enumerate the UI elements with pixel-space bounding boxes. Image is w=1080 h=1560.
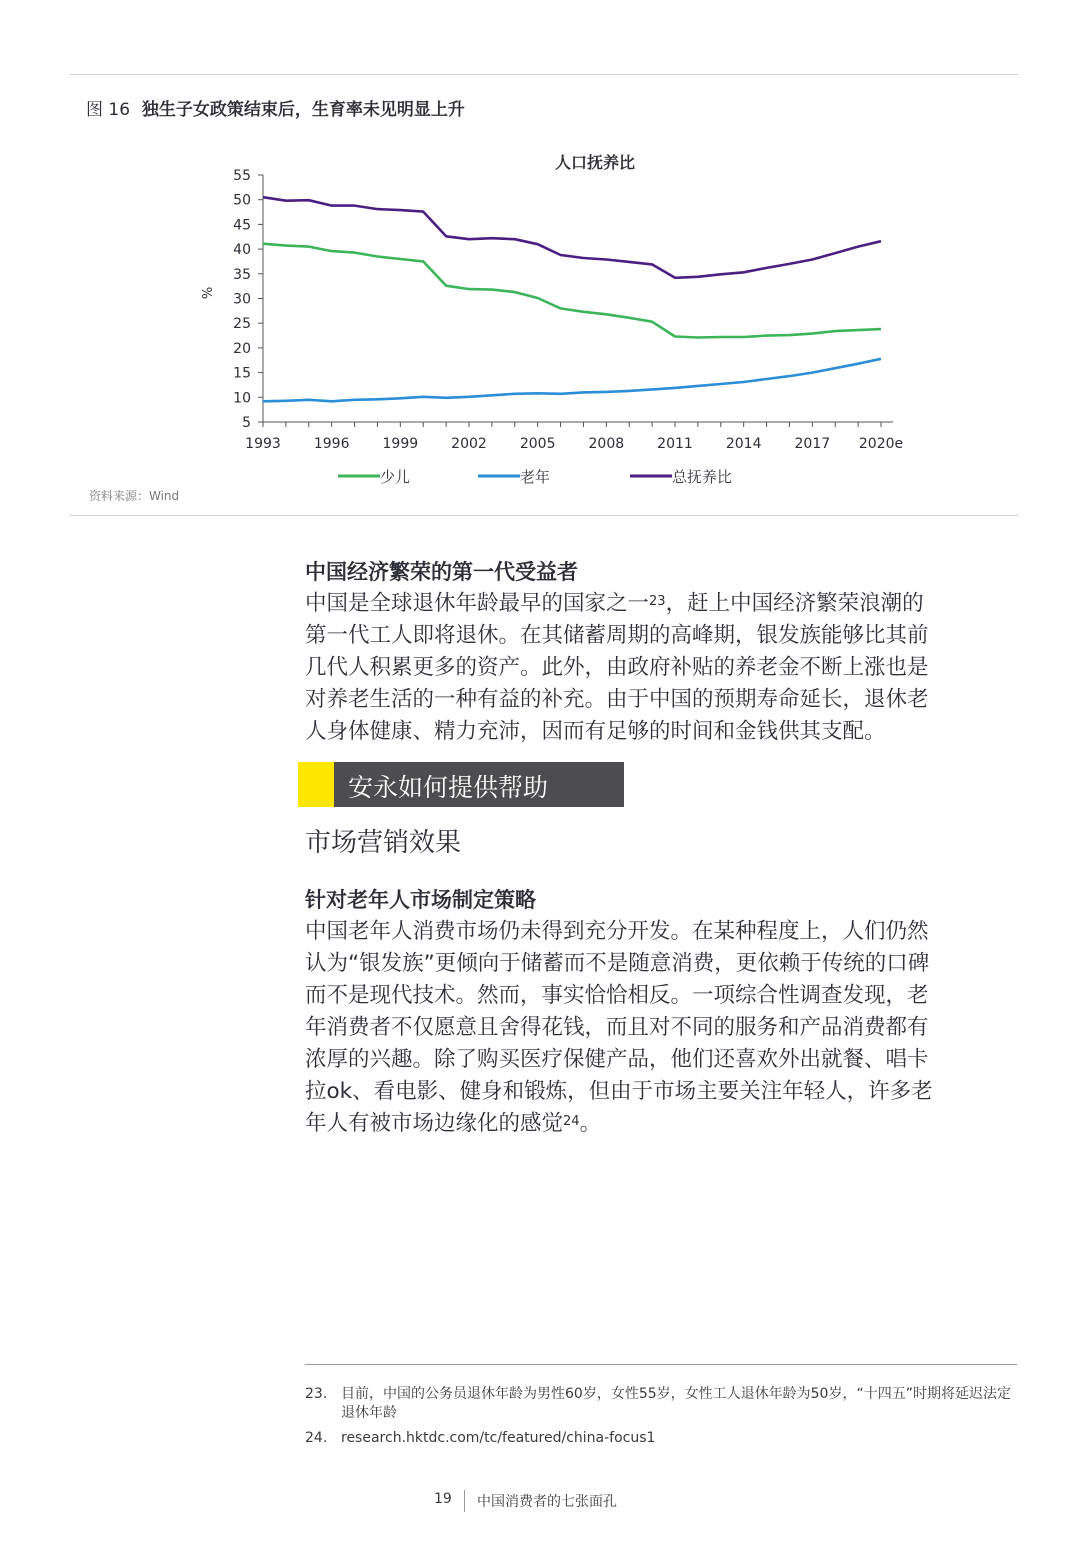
paragraph-line bbox=[305, 1108, 1005, 1140]
y-tick-label: 55 bbox=[233, 168, 251, 184]
y-tick-label: 25 bbox=[233, 316, 251, 333]
x-tick-label: 2008 bbox=[588, 436, 625, 452]
y-tick-label: 15 bbox=[233, 365, 251, 382]
y-tick-label: 30 bbox=[233, 291, 251, 308]
legend-label-2: 总抚养比 bbox=[672, 468, 733, 486]
document-title: 中国消费者的七张面孔 bbox=[477, 1494, 617, 1510]
paragraph-line: 几代人积累更多的资产。此外，由政府补贴的养老金不断上涨也是 bbox=[305, 655, 929, 680]
footnote-link[interactable]: research.hktdc.com/tc/featured/china-focus1 bbox=[341, 1430, 656, 1446]
footnote-number: 23. bbox=[305, 1386, 328, 1402]
section-beneficiaries bbox=[305, 556, 1005, 748]
y-tick-label: 35 bbox=[233, 266, 251, 283]
footnote-23 bbox=[305, 1385, 1020, 1423]
legend-label-1: 老年 bbox=[520, 468, 551, 486]
page-footer bbox=[0, 1490, 1080, 1514]
paragraph-line: 中国老年人消费市场仍未得到充分开发。在某种程度上，人们仍然 bbox=[305, 919, 929, 944]
dependency-ratio-chart bbox=[190, 145, 930, 495]
paragraph-beneficiaries bbox=[305, 588, 1005, 748]
chart-title: 人口抚养比 bbox=[554, 153, 636, 172]
series-line-1 bbox=[263, 359, 881, 402]
footer-divider bbox=[464, 1490, 465, 1512]
x-tick-label: 2020e bbox=[858, 436, 904, 452]
paragraph-line: 而不是现代技术。然而，事实恰恰相反。一项综合性调查发现，老 bbox=[305, 983, 929, 1008]
section-heading-marketing: 市场营销效果 bbox=[305, 828, 462, 858]
footnote-ref-23[interactable]: 23 bbox=[649, 594, 666, 609]
figure-source: 资料来源：Wind bbox=[89, 489, 180, 503]
line-text: ，赶上中国经济繁荣浪潮的 bbox=[665, 591, 924, 616]
section-strategy bbox=[305, 884, 1005, 1140]
y-tick-label: 10 bbox=[233, 390, 251, 407]
x-tick-label: 2005 bbox=[519, 436, 556, 452]
banner-yellow-block bbox=[298, 762, 334, 807]
section-heading-beneficiaries: 中国经济繁荣的第一代受益者 bbox=[305, 560, 578, 584]
paragraph-line: 拉ok、看电影、健身和锻炼，但由于市场主要关注年轻人，许多老 bbox=[305, 1079, 933, 1104]
paragraph-line: 年消费者不仅愿意且舍得花钱，而且对不同的服务和产品消费都有 bbox=[305, 1015, 929, 1040]
footnote-ref-24[interactable]: 24 bbox=[563, 1114, 580, 1129]
footnotes bbox=[305, 1385, 1020, 1454]
y-tick-label: 50 bbox=[233, 192, 251, 209]
x-tick-label: 1993 bbox=[245, 436, 281, 452]
paragraph-line: 认为“银发族”更倾向于储蓄而不是随意消费，更依赖于传统的口碑 bbox=[305, 951, 930, 976]
ey-help-banner bbox=[298, 762, 624, 807]
paragraph-line: 浓厚的兴趣。除了购买医疗保健产品，他们还喜欢外出就餐、唱卡 bbox=[305, 1047, 929, 1072]
footnote-rule bbox=[305, 1364, 1017, 1365]
y-tick-label: 5 bbox=[242, 415, 251, 431]
x-tick-label: 2014 bbox=[725, 436, 762, 452]
footnote-text: 目前，中国的公务员退休年龄为男性60岁，女性55岁，女性工人退休年龄为50岁，“十四五”时期将延迟法定退休年龄 bbox=[341, 1386, 1011, 1421]
section-heading-strategy: 针对老年人市场制定策略 bbox=[305, 888, 536, 912]
footnote-number: 24. bbox=[305, 1430, 328, 1446]
page-number: 19 bbox=[434, 1491, 452, 1507]
figure-number: 图 16 bbox=[86, 100, 131, 120]
paragraph-line: 第一代工人即将退休。在其储蓄周期的高峰期，银发族能够比其前 bbox=[305, 623, 929, 648]
figure-title bbox=[86, 95, 465, 120]
figure-title-text: 独生子女政策结束后，生育率未见明显上升 bbox=[141, 100, 465, 120]
banner-label: 安永如何提供帮助 bbox=[348, 773, 549, 802]
paragraph-strategy bbox=[305, 916, 1005, 1140]
series-line-2 bbox=[263, 197, 881, 278]
y-axis-label: % bbox=[201, 286, 216, 300]
x-tick-label: 2002 bbox=[451, 436, 487, 452]
footnote-24 bbox=[305, 1429, 1020, 1448]
paragraph-line: 对养老生活的一种有益的补充。由于中国的预期寿命延长，退休老 bbox=[305, 687, 929, 712]
line-text: 。 bbox=[579, 1111, 602, 1136]
line-text: 中国是全球退休年龄最早的国家之一 bbox=[305, 591, 650, 616]
x-tick-label: 2017 bbox=[794, 436, 831, 452]
y-tick-label: 20 bbox=[233, 340, 251, 357]
paragraph-line: 人身体健康、精力充沛，因而有足够的时间和金钱供其支配。 bbox=[305, 719, 886, 744]
y-tick-label: 40 bbox=[233, 242, 251, 259]
line-text: 年人有被市场边缘化的感觉 bbox=[305, 1111, 564, 1136]
x-tick-label: 1999 bbox=[382, 436, 419, 452]
paragraph-line bbox=[305, 588, 1005, 620]
figure-bottom-rule bbox=[70, 515, 1018, 516]
y-tick-label: 45 bbox=[233, 217, 251, 234]
top-rule bbox=[70, 74, 1018, 75]
legend-label-0: 少儿 bbox=[380, 468, 411, 486]
x-tick-label: 2011 bbox=[657, 436, 693, 452]
x-tick-label: 1996 bbox=[313, 436, 350, 452]
